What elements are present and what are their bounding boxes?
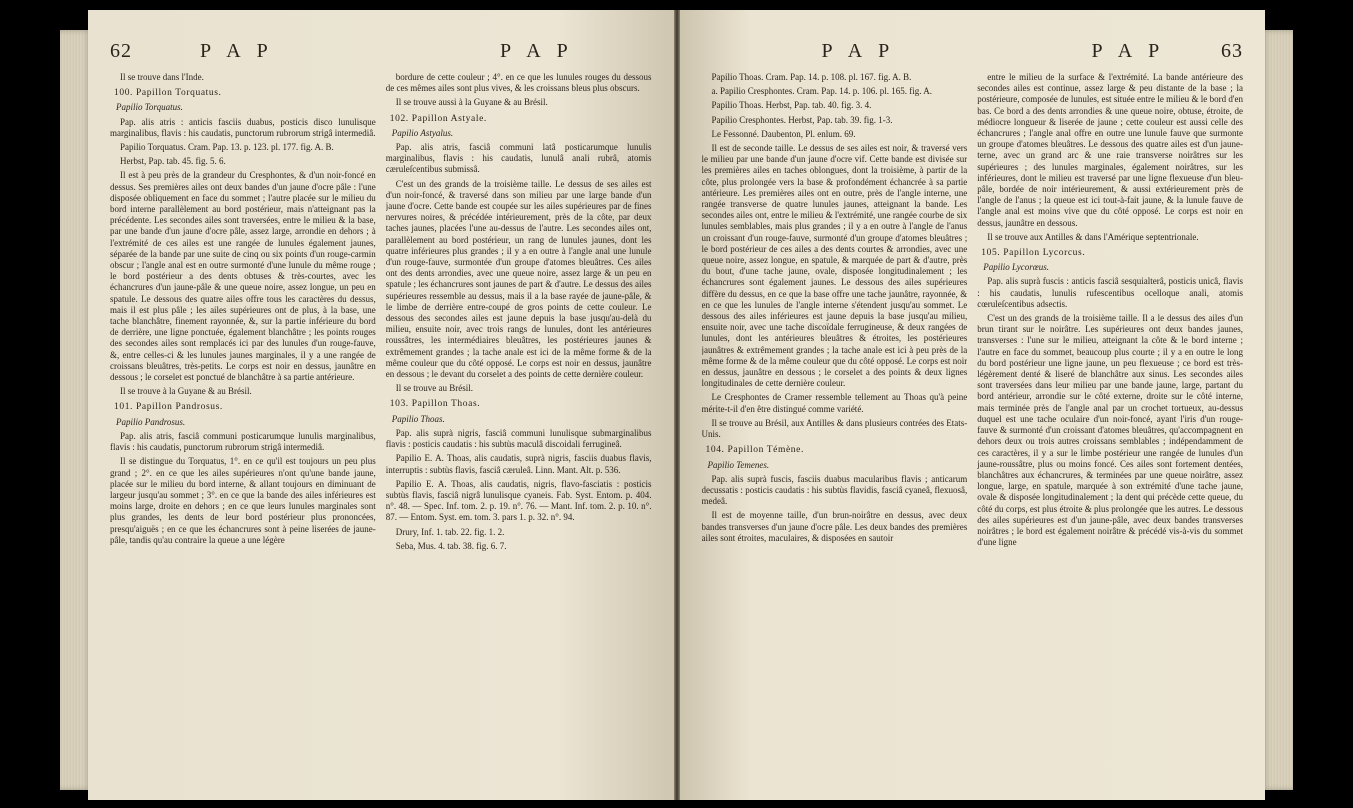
paragraph: a. Papilio Cresphontes. Cram. Pap. 14. p. 106. pl. 165. fig. A. — [711, 86, 932, 97]
paragraph: C'est un des grands de la troisième taille. Le dessus de ses ailes est d'un noir-foncé, & traversé dans son milieu par une large bande d'un jaune d'ocre. Cette bande est coupée sur les ailes supérieures par de fines nervures noires, & précédée intérieurement, près de la côte, par deux taches jaunes, placées l'une au-dessus de l'autre. Les secondes ailes ont, parallèlement au bord postérieur, un rang de lunules jaunes, dont les quatre inférieures plus grandes ; il y a en outre à l'angle anal une lunule d'un rouge-fauve, surmontée d'un groupe d'atomes bleuâtres. Ces ailes ont des dents arrondies, avec une queue noire, assez large & un peu en spatule ; les échancrures sont jaunes de part & d'autre. Le dessus des ailes supérieures ressemble au dessus, mais il a la base rayée de jaune-pâle, & le limbe de derrière entre-coupé de gros points de cette couleur. Le dessous des secondes ailes est jaune depuis la base jusqu'au-delà du milieu, ensuite noir, avec trois rangs de lunules, dont les antérieures roussâtres, les intermédiaires bleuâtres, les postérieures jaunes & extrêmement grandes ; la tache anale est ici de la même forme & de la même couleur que du côté opposé. Le corps est noir en dessus, jaunâtre en dessous ; le devant du corselet a des points de cette dernière couleur. — [385, 178, 652, 380]
text-column — [977, 72, 1243, 792]
paragraph: Papilio Thoas. Cram. Pap. 14. p. 108. pl. 167. fig. A. B. — [711, 72, 912, 82]
right-page — [680, 10, 1266, 800]
paragraph: Le Fessonné. Daubenton, Pl. enlum. 69. — [711, 128, 856, 139]
paragraph: Papilio Thoas. Herbst, Pap. tab. 40. fig. 3. 4. — [711, 100, 872, 111]
running-title: P A P — [1091, 40, 1166, 62]
species-name: Papilio Torquatus. — [116, 102, 183, 113]
text-column — [702, 72, 968, 792]
species-name: Papilio Pandrosus. — [116, 416, 186, 427]
text-column — [110, 72, 376, 792]
paragraph: bordure de cette couleur ; 4°. en ce que les lunules rouges du dessous de ces mêmes ailes sont plus vives, & les croissans bleus plus obscurs. — [385, 72, 652, 94]
species-name: Papilio Temenes. — [707, 459, 770, 470]
latin-diagnosis: Pap. alis atris, fasciâ communi latâ posticarumque lunulis marginalibus, flavis : his caudatis, lunulâ anali rubrâ, atomis cæruleſcentibus submissâ. — [385, 142, 652, 175]
paragraph: Herbst, Pap. tab. 45. fig. 5. 6. — [120, 156, 226, 167]
left-page-columns — [110, 72, 652, 792]
paragraph: Il se trouve dans l'Inde. — [120, 72, 204, 82]
paragraph: C'est un des grands de la troisième taille. Il a le dessus des ailes d'un brun tirant sur le noirâtre. Les supérieures ont deux bandes jaunes, transverses : l'une sur le milieu, atteignant la côte & le bord interne ; l'autre en face du sommet, beaucoup plus courte ; il y a en outre le long du bord postérieur une ligne jaune, un peu flexueuse ; ce bord est très-légèrement denté & liseré de blanchâtre aux sinus. Les secondes ailes sont traversées dans leur milieu par une bande jaune, large, partant du bord antérieur, arrondie sur le côté externe, droite sur le côté interne, mais terminée près de l'angle anal par un crochet tortueux, au-dessus duquel est une tache oculaire d'un noir-foncé, ayant l'iris d'un rouge-fauve & surmonté d'un croissant d'atomes bleuâtres, qu'accompagnent en dehors deux ou trois autres croissans semblables ; indépendamment de ces caractères, il y a sur le limbe postérieur une rangée de lunules d'un jaune-roussâtre, plus ou moins foncé. Ces ailes sont fortement dentées, blanchâtres aux échancrures, & terminées par une queue noirâtre, assez longue, large, en spatule, marquée à son extrémité d'une tache jaune, ovale & disposée longitudinalement ; la dent qui précède cette queue, du côté du corps, est plus étroite & plus prolongée que les autres. Le dessous des ailes supérieures est d'un jaune-pâle, avec deux bandes transverses noirâtres ; le bord est également noirâtre & précédé vis-à-vis du sommet d'une ligne — [977, 313, 1243, 548]
paragraph: Papilio Cresphontes. Herbst, Pap. tab. 39. fig. 1-3. — [711, 114, 893, 125]
paragraph: Seba, Mus. 4. tab. 38. fig. 6. 7. — [395, 540, 507, 551]
latin-diagnosis: Pap. alis atris, fasciâ communi posticarumque lunulis marginalibus, flavis : his caudatis, punctorum rubrorum strigâ intermediâ. — [110, 430, 376, 453]
running-title: P A P — [200, 40, 274, 62]
paragraph: Il est à peu près de la grandeur du Cresphontes, & d'un noir-foncé en dessus. Ses premières ailes ont deux bandes d'un jaune d'ocre pâle : l'une disposée obliquement en face du sommet ; l'autre placée sur le milieu du bord interne parallèlement au bord postérieur, mais n'atteignant pas la précédente. Les secondes ailes sont traversées, entre le milieu & la base, par une bande d'un jaune d'ocre pâle, assez large, arrondie en dehors ; à l'extrémité de ces ailes est une rangée de lunules également jaunes, séparée de la bande par une suite de cinq ou six points d'un rouge-carmin obscur ; l'angle anal est en outre surmonté d'une lunule du même rouge ; le bord postérieur a des dents obtuses & très-courtes, avec les échancrures d'un jaune-pâle & une queue noire, assez longue, un peu en spatule. Le dessous des quatre ailes offre tous les caractères du dessus, mais il est plus pâle ; les ailes supérieures ont de plus, à la base, une tache blanchâtre, finement rayonnée, &, sur la partie inférieure du bord de derrière, une ligne ponctuée, également blanchâtre ; les points rouges des secondes ailes sont remplacés ici par des lunules d'un rouge-fauve, &, entre celles-ci & les lunules jaunes marginales, il y a une rangée de croissans bleuâtres, très-petits. Le corps est noir en dessus, jaunâtre en dessous ; le corselet est ponctué de blanchâtre à sa partie antérieure. — [110, 170, 376, 383]
latin-diagnosis: Pap. alis suprà fuscis, fasciis duabus macularibus flavis ; anticarum decussatis : posticis caudatis : his subtùs flavidis, fasciâ cyaneâ, flexuosâ, medeâ. — [701, 473, 968, 507]
page-spread — [88, 10, 1265, 800]
text-column — [386, 72, 652, 792]
entry-heading: 105. Papillon Lycorcus. — [981, 248, 1086, 259]
paragraph: Il se trouve aux Antilles & dans l'Amérique septentrionale. — [987, 231, 1199, 242]
latin-diagnosis: Pap. alis atris : anticis fasciis duabus, posticis disco lunulisque marginalibus, flavis : his caudatis, punctorum rubrorum strigâ intermediâ. — [110, 116, 376, 138]
paragraph: Drury, Inf. 1. tab. 22. fig. 1. 2. — [395, 526, 505, 537]
species-name: Papilio Astyalus. — [391, 127, 454, 138]
running-title: P A P — [500, 40, 574, 62]
species-name: Papilio Thoas. — [391, 413, 445, 424]
paragraph: Il se trouve aussi à la Guyane & au Brésil. — [395, 97, 548, 108]
left-page — [88, 10, 674, 800]
paragraph: Papilio Torquatus. Cram. Pap. 13. p. 123. pl. 177. fig. A. B. — [120, 142, 334, 153]
paragraph: Il se trouve à la Guyane & au Brésil. — [120, 386, 252, 397]
paragraph: Il se distingue du Torquatus, 1°. en ce qu'il est toujours un peu plus grand ; 2°. en ce que les ailes supérieures n'ont qu'une bande jaune, placée sur le milieu du bord interne, & allant toujours en diminuant de largeur jusqu'au sommet ; 3°. en ce que la bande des ailes inférieures est moins large, droite en dehors ; en ce que leurs lunules marginales sont plus grandes, les dents de leur bord postérieur plus prononcées, presqu'aiguës ; en ce que les échancrures sont à peine liserées de jaune-pâle, tandis qu'au contraire la queue a une légère — [110, 456, 376, 545]
paragraph: Il est de seconde taille. Le dessus de ses ailes est noir, & traversé vers le milieu par une bande d'un jaune d'ocre vif. Cette bande est divisée sur les premières ailes en taches oblongues, dont la troisième, à partir de la côte, plus prolongée vers la base & profondément échancrée à sa partie antérieure. Les premières ailes ont en outre, près de l'angle interne, une rangée transverse de quatre lunules jaunes, atteignant la bande. Les secondes ailes ont, entre le milieu & l'extrémité, une rangée courbe de six lunules semblables, mais plus grandes ; il y a en outre à l'angle de l'anus un croissant d'un rouge-fauve, surmonté d'un groupe d'atomes bleuâtres ; le bord postérieur de ces ailes a des dents courtes & arrondies, avec une queue noire, assez longue, en spatule, & marquée de part & d'autre, près du bout, d'une tache jaune, ovale, disposée longitudinalement ; les échancrures sont également jaunes. Le dessous des ailes supérieures diffère du dessus, en ce que la base offre une tache jaunâtre, rayonnée, & en ce que les lunules de l'angle interne s'étendent jusqu'au sommet. Le dessous des ailes inférieures est jaune depuis la base jusqu'au milieu, ensuite noir, avec une tache discoïdale ferrugineuse, & deux rangées de lunules, dont les antérieures bleuâtres & étroites, les postérieures jaunâtres & extrêmement grandes ; la tache anale est ici à peu près de la même forme & de la même couleur que du côté opposé. Le corps est noir en dessus, jaunâtre en dessous ; le corselet a des points & deux lignes longitudinales de cette dernière couleur. — [701, 143, 968, 389]
page-number: 62 — [110, 40, 132, 62]
latin-diagnosis: Pap. alis suprà nigris, fasciâ communi lunulisque submarginalibus flavis : posticis caudatis : his subtùs maculâ discoidali ferrugineâ. — [385, 427, 652, 450]
running-title: P A P — [821, 40, 896, 62]
left-page-header — [110, 40, 652, 66]
right-page-header — [702, 40, 1244, 66]
entry-heading: 104. Papillon Témène. — [705, 445, 804, 456]
paragraph: Il se trouve au Brésil. — [395, 383, 473, 394]
species-name: Papilio Lycorœus. — [983, 262, 1049, 273]
paragraph: Le Cresphontes de Cramer ressemble tellement au Thoas qu'à peine mérite-t-il d'en être distingué comme variété. — [701, 392, 968, 414]
paragraph: Il se trouve au Brésil, aux Antilles & dans plusieurs contrées des Etats-Unis. — [701, 417, 968, 440]
open-book — [60, 10, 1293, 800]
entry-heading: 102. Papillon Astyale. — [389, 113, 487, 124]
paragraph: Papilio E. A. Thoas, alis caudatis, suprà nigris, fasciis duabus flavis, interruptis : subtùs flavis, fasciâ cæruleâ. Linn. Mant. Alt. p. 536. — [385, 453, 652, 475]
right-page-columns — [702, 72, 1244, 792]
page-number: 63 — [1221, 40, 1243, 62]
right-page-edges — [1261, 30, 1293, 790]
paragraph: entre le milieu de la surface & l'extrémité. La bande antérieure des secondes ailes est continue, assez large & peu distante de la base ; la postérieure, composée de lunules, est située entre le milieu & le bord d'en bas. Ce bord a des dents arrondies & une queue noire, obtuse, étroite, de médiocre longueur & liserée de jaune ; cette couleur est aussi celle des échancrures ; l'angle anal offre en outre une lunule fauve que surmonte un groupe d'atomes bleuâtres. Le dessous des quatre ailes est d'un jaune-terne, avec un grand arc & une raie transverse noirâtres sur les supérieures ; des lunules marginales, également noirâtres, sur les inférieures, dont le milieu est traversé par une ligne flexueuse d'un bleu-pâle, bordée de noir intérieurement, & aussi extérieurement près de l'angle de l'anus ; la queue est ici tout-à-fait jaune, & la lunule fauve de l'angle anal est moins vive que du côté opposé. Le corps est noir en dessus, jaunâtre en dessous. — [977, 72, 1243, 228]
latin-diagnosis: Pap. alis suprà fuscis : anticis fasciâ sesquialterâ, posticis unicâ, flavis : his caudatis, lunulis rufescentibus ocelloque anali, atomis cœruleſcentibus adsectis. — [977, 276, 1243, 309]
entry-heading: 100. Papillon Torquatus. — [114, 88, 222, 99]
paragraph: Papilio E. A. Thoas, alis caudatis, nigris, flavo-fasciatis : posticis subtùs flavis, fasciâ nigrâ lunulisque cyaneis. Fab. Syst. Entom. p. 404. n°. 48. — Spec. Inf. tom. 2. p. 19. n°. 76. — Mant. Inf. tom. 2. p. 10. n°. 87. — Entom. Syst. em. tom. 3. pars 1. p. 32. n°. 94. — [385, 478, 652, 523]
paragraph: Il est de moyenne taille, d'un brun-noirâtre en dessus, avec deux bandes transverses d'un jaune d'ocre pâle. Les deux bandes des premières ailes sont étroites, maculaires, & disposées en sautoir — [701, 510, 968, 543]
entry-heading: 101. Papillon Pandrosus. — [114, 402, 223, 413]
entry-heading: 103. Papillon Thoas. — [389, 399, 481, 410]
